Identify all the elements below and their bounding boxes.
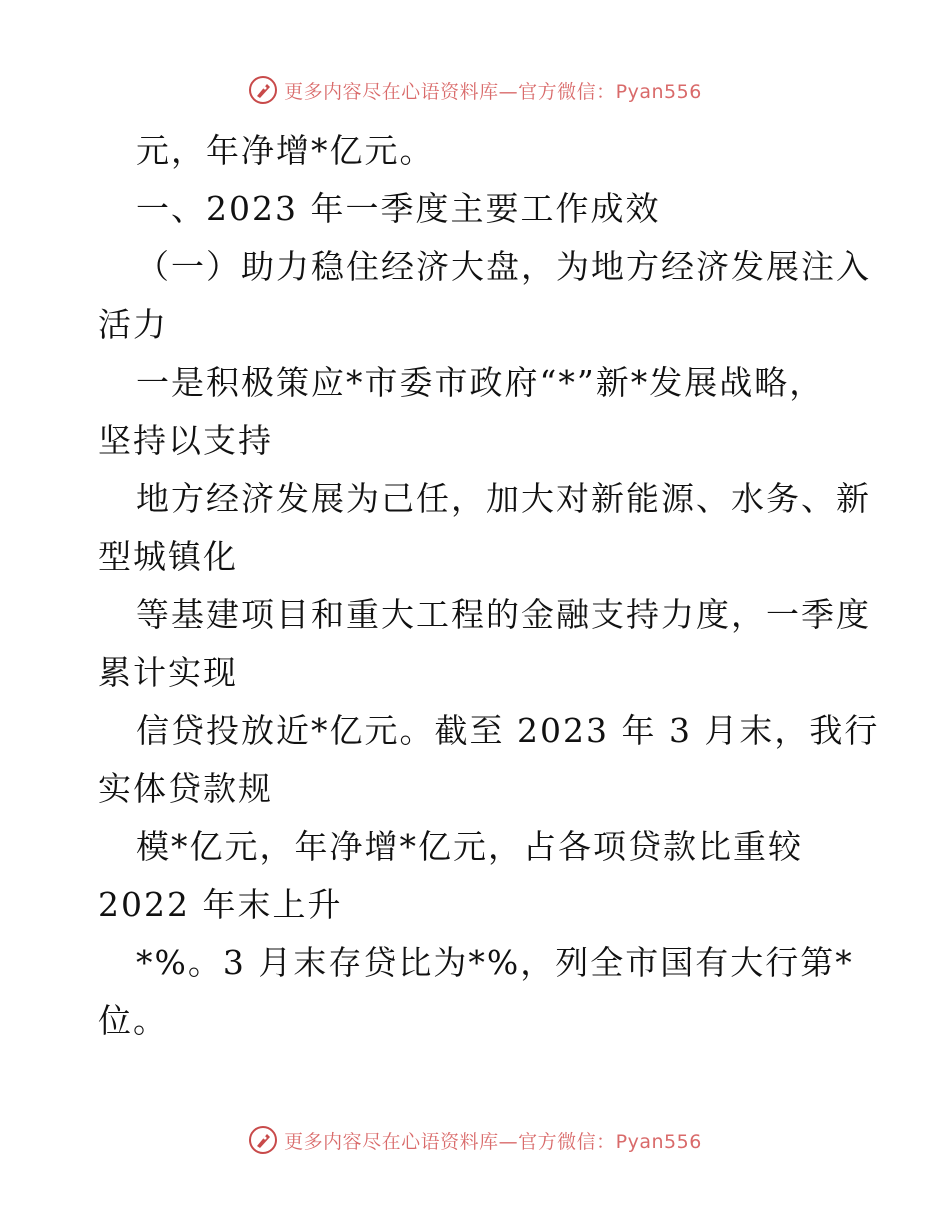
watermark-text: 更多内容尽在心语资料库—官方微信：Pyan556 bbox=[284, 80, 702, 103]
text-line: 累计实现 bbox=[98, 653, 238, 692]
subsection-heading-continued: 活力 bbox=[98, 305, 168, 344]
text-line: 实体贷款规 bbox=[98, 769, 273, 808]
text-line: 位。 bbox=[98, 1001, 168, 1040]
document-body bbox=[98, 122, 880, 1050]
header-watermark bbox=[0, 70, 950, 110]
pen-nib-logo-icon bbox=[248, 75, 278, 105]
subsection-heading: （一）助力稳住经济大盘，为地方经济发展注入 bbox=[136, 247, 871, 286]
text-line: 型城镇化 bbox=[98, 537, 238, 576]
text-line: 坚持以支持 bbox=[98, 421, 273, 460]
text-line: 等基建项目和重大工程的金融支持力度，一季度 bbox=[136, 595, 871, 634]
text-line: 一是积极策应*市委市政府“*”新*发展战略， bbox=[136, 363, 825, 402]
text-line: 地方经济发展为己任，加大对新能源、水务、新 bbox=[136, 479, 871, 518]
watermark-text: 更多内容尽在心语资料库—官方微信：Pyan556 bbox=[284, 1130, 702, 1153]
text-line: 模*亿元，年净增*亿元，占各项贷款比重较 bbox=[136, 827, 803, 866]
text-line: 信贷投放近*亿元。截至 2023 年 3 月末，我行 bbox=[136, 711, 880, 750]
footer-watermark bbox=[0, 1120, 950, 1160]
text-line: 元，年净增*亿元。 bbox=[136, 131, 435, 170]
text-line: *%。3 月末存贷比为*%，列全市国有大行第* bbox=[136, 943, 854, 982]
text-line: 2022 年末上升 bbox=[98, 885, 343, 924]
section-heading: 一、2023 年一季度主要工作成效 bbox=[136, 189, 661, 228]
pen-nib-logo-icon bbox=[248, 1125, 278, 1155]
